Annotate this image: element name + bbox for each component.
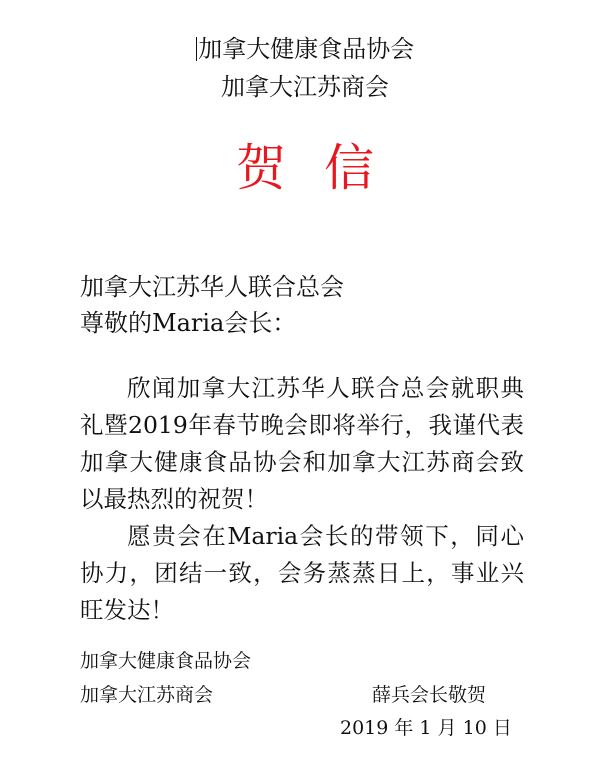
header-org-2: 加拿大江苏商会 [221, 73, 389, 101]
signature-signer: 薛兵会长敬贺 [372, 684, 487, 706]
header-org-1 [0, 34, 610, 64]
recipient-greeting: 尊敬的Maria会长： [80, 309, 297, 337]
letter-body [80, 370, 524, 629]
signature-date: 2019 年 1 月 10 日 [340, 717, 512, 739]
letter-title: 贺信 [236, 139, 412, 197]
header-org-1-text: 加拿大健康食品协会 [198, 35, 415, 63]
signature-org-1: 加拿大健康食品协会 [80, 650, 252, 672]
signature-org-2: 加拿大江苏商会 [80, 684, 214, 706]
recipient-organization: 加拿大江苏华人联合总会 [80, 273, 344, 301]
body-paragraph-2: 愿贵会在Maria会长的带领下，同心协力，团结一致，会务蒸蒸日上，事业兴旺发达！ [80, 522, 524, 624]
body-paragraph-1: 欣闻加拿大江苏华人联合总会就职典礼暨2019年春节晚会即将举行，我谨代表加拿大健康食品协会和加拿大江苏商会致以最热烈的祝贺！ [80, 374, 524, 513]
